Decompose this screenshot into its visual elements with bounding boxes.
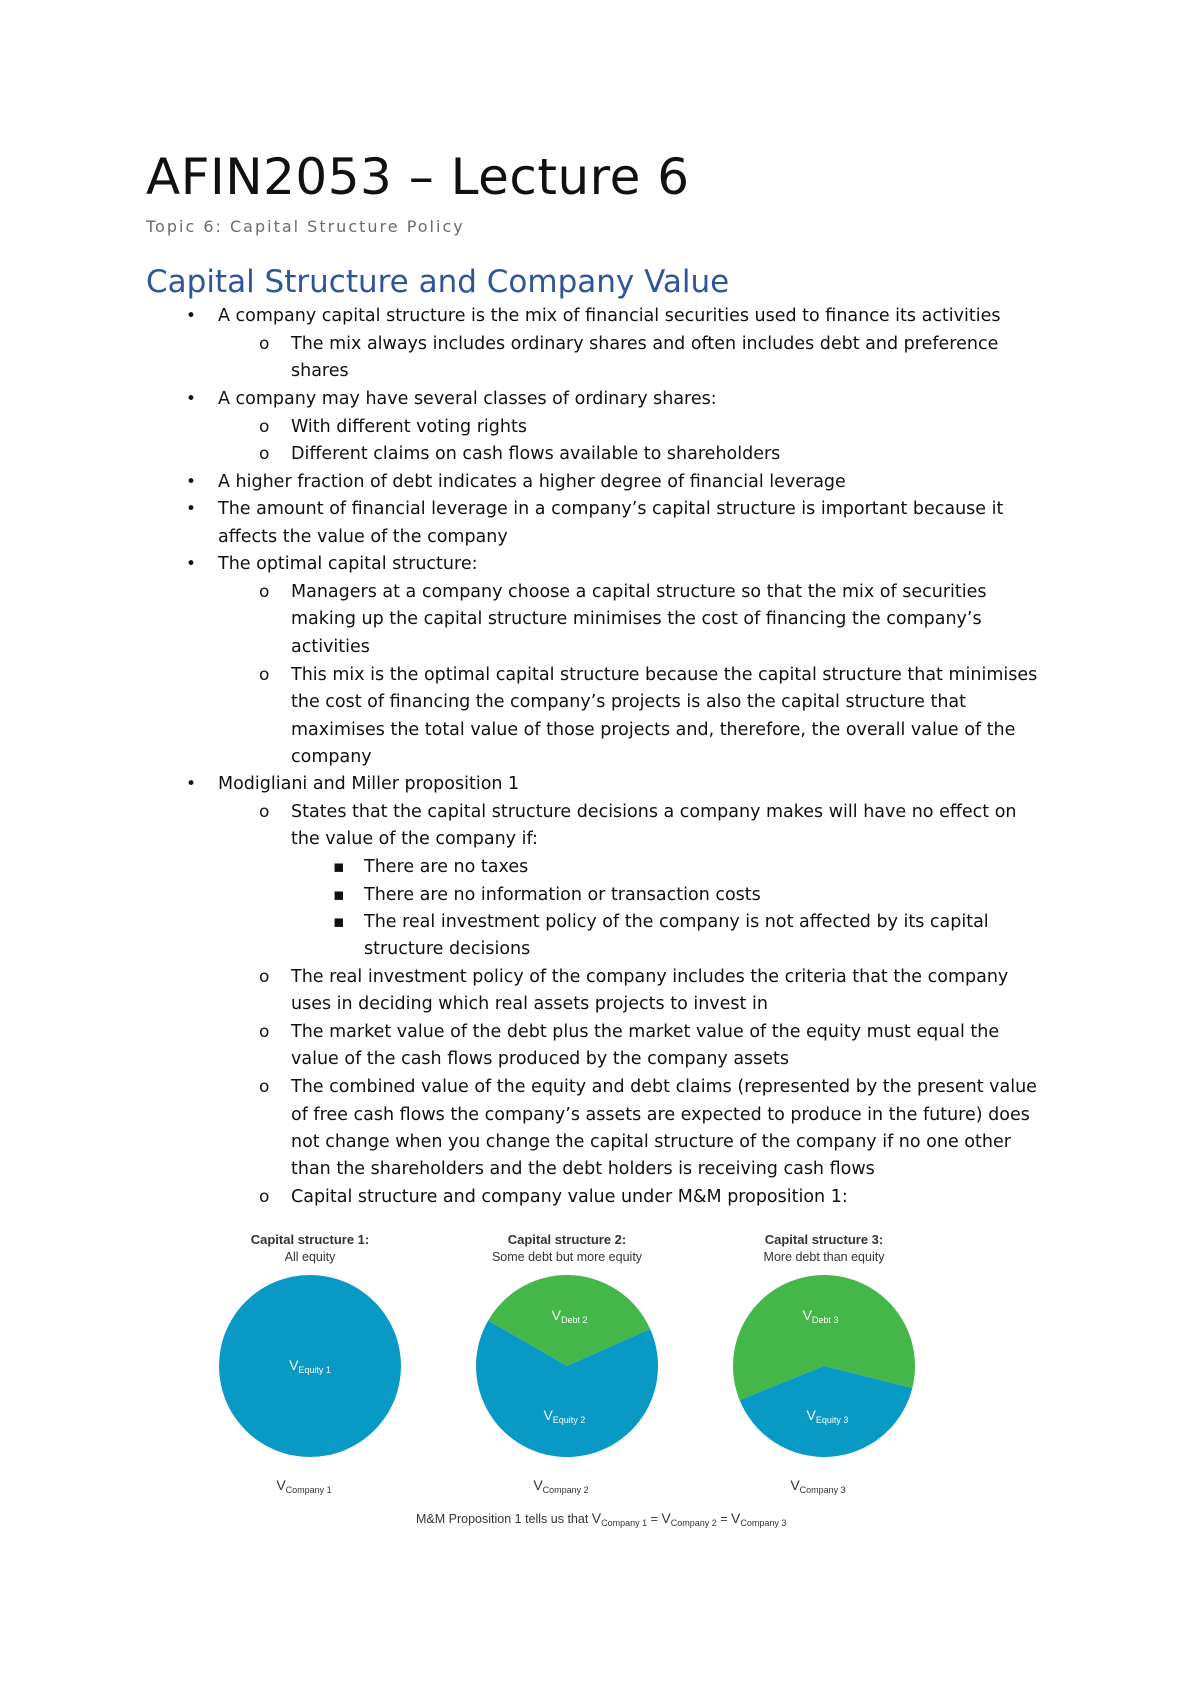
bullet-text: Managers at a company choose a capital structure so that the mix of securities: [291, 582, 987, 602]
pie-slice-label: $V_{Debt 3}$: [802, 1307, 839, 1326]
pie-subtitle: All equity: [284, 1250, 336, 1264]
pie-slice-label: $V_{Debt 2}$: [551, 1307, 588, 1326]
figure-caption: M&M Proposition 1 tells us that $V_{Company 1} = V_{Company 2} = V_{Company 3}$: [416, 1510, 787, 1528]
bullet-text: This mix is the optimal capital structure because the capital structure that minimises: [291, 665, 1038, 685]
bullet-marker: •: [186, 774, 197, 794]
pie-slice-label: $V_{Equity 2}$: [543, 1406, 586, 1425]
bullet-text: The real investment policy of the company is not affected by its capital: [364, 912, 989, 932]
bullet-text: shares: [291, 361, 349, 381]
pie-chart-2: [476, 1232, 658, 1495]
bullet-text: uses in deciding which real assets projects to invest in: [291, 994, 768, 1014]
bullet-text: Different claims on cash flows available to shareholders: [291, 444, 781, 464]
bullet-text: the value of the company if:: [291, 829, 538, 849]
sub-bullet-marker: o: [259, 1022, 270, 1042]
sub-sub-bullet-marker: ▪: [333, 885, 345, 905]
bullet-text: There are no information or transaction costs: [364, 885, 761, 905]
document-subtitle: Topic 6: Capital Structure Policy: [146, 217, 465, 236]
pie-total-label: $V_{Company 2}$: [533, 1477, 589, 1495]
bullet-text: Capital structure and company value under M&M proposition 1:: [291, 1187, 848, 1207]
bullet-marker: •: [186, 554, 197, 574]
bullet-text: not change when you change the capital structure of the company if no one other: [291, 1132, 1011, 1152]
sub-bullet-marker: o: [259, 444, 270, 464]
pie-title: Capital structure 3:: [764, 1232, 884, 1247]
bullet-text: The mix always includes ordinary shares and often includes debt and preference: [291, 334, 999, 354]
bullet-text: affects the value of the company: [218, 527, 508, 547]
bullet-marker: •: [186, 306, 197, 326]
bullet-text: States that the capital structure decisions a company makes will have no effect on: [291, 802, 1017, 822]
bullet-text: value of the cash flows produced by the company assets: [291, 1049, 790, 1069]
bullet-marker: •: [186, 499, 197, 519]
bullet-text: the cost of financing the company’s projects is also the capital structure that: [291, 692, 966, 712]
pie-total-label: $V_{Company 3}$: [790, 1477, 846, 1495]
bullet-marker: •: [186, 389, 197, 409]
pie-chart-1: [219, 1232, 401, 1495]
bullet-text: Modigliani and Miller proposition 1: [218, 774, 520, 794]
bullet-text: The combined value of the equity and debt claims (represented by the present value: [291, 1077, 1037, 1097]
sub-bullet-marker: o: [259, 1077, 270, 1097]
sub-bullet-marker: o: [259, 665, 270, 685]
pie-slice-label: $V_{Equity 3}$: [806, 1406, 849, 1425]
sub-bullet-marker: o: [259, 334, 270, 354]
sub-sub-bullet-marker: ▪: [333, 857, 345, 877]
bullet-text: There are no taxes: [364, 857, 529, 877]
bullet-text: The optimal capital structure:: [218, 554, 478, 574]
bullet-text: With different voting rights: [291, 417, 527, 437]
bullet-text: activities: [291, 637, 370, 657]
sub-bullet-marker: o: [259, 582, 270, 602]
sub-bullet-marker: o: [259, 417, 270, 437]
pie-title: Capital structure 1:: [250, 1232, 370, 1247]
bullet-text: than the shareholders and the debt holders is receiving cash flows: [291, 1159, 875, 1179]
pie-chart-3: [733, 1232, 915, 1495]
bullet-text: A company may have several classes of ordinary shares:: [218, 389, 717, 409]
bullet-text: A higher fraction of debt indicates a higher degree of financial leverage: [218, 472, 846, 492]
section-heading: Capital Structure and Company Value: [146, 264, 730, 300]
bullet-text: The market value of the debt plus the market value of the equity must equal the: [291, 1022, 1000, 1042]
pie-subtitle: More debt than equity: [763, 1250, 885, 1264]
pie-charts-svg: [200, 1228, 1020, 1528]
sub-sub-bullet-marker: ▪: [333, 912, 345, 932]
pie-total-label: $V_{Company 1}$: [276, 1477, 332, 1495]
bullet-text: The real investment policy of the company includes the criteria that the company: [291, 967, 1009, 987]
bullet-text: company: [291, 747, 372, 767]
document-title: AFIN2053 – Lecture 6: [146, 148, 690, 206]
bullet-text: maximises the total value of those projects and, therefore, the overall value of the: [291, 720, 1016, 740]
bullet-text: The amount of financial leverage in a company’s capital structure is important because it: [218, 499, 1004, 519]
bullet-text: of free cash flows the company’s assets are expected to produce in the future) does: [291, 1105, 1030, 1125]
sub-bullet-marker: o: [259, 802, 270, 822]
bullet-marker: •: [186, 472, 197, 492]
bullet-text: A company capital structure is the mix of financial securities used to finance its activities: [218, 306, 1001, 326]
pie-subtitle: Some debt but more equity: [491, 1250, 643, 1264]
sub-bullet-marker: o: [259, 1187, 270, 1207]
pie-slice-label: $V_{Equity 1}$: [289, 1357, 331, 1375]
pie-title: Capital structure 2:: [507, 1232, 627, 1247]
capital-structure-figure: [200, 1228, 1020, 1528]
sub-bullet-marker: o: [259, 967, 270, 987]
bullet-text: structure decisions: [364, 939, 531, 959]
bullet-text: making up the capital structure minimises the cost of financing the company’s: [291, 609, 982, 629]
